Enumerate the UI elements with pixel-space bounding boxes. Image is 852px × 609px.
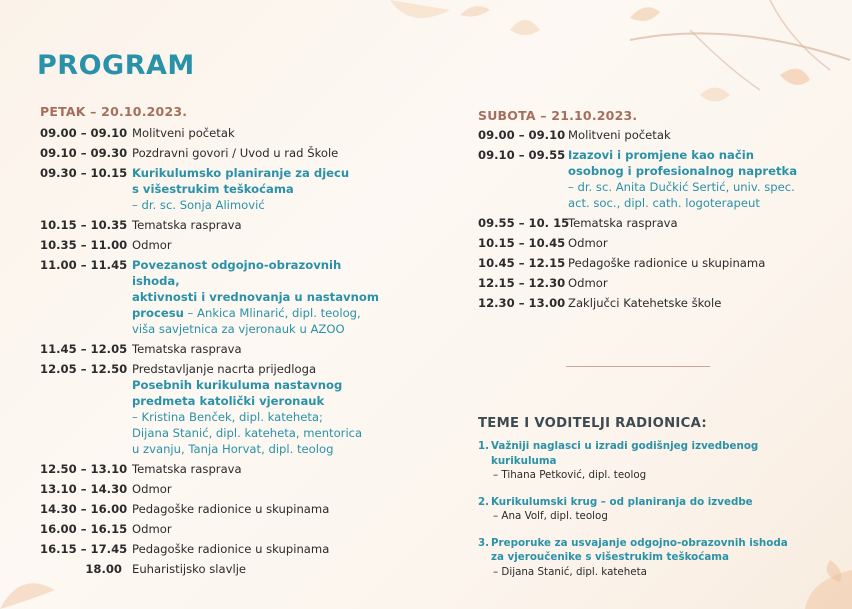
lecture-title: Kurikulumsko planiranje za djecu	[132, 166, 350, 180]
workshop-title: Važniji naglasci u izradi godišnjeg izvedbenog kurikuluma	[491, 440, 759, 467]
session-title: Odmor	[132, 482, 172, 496]
schedule-row	[478, 255, 818, 271]
time-slot: 10.35 – 11.00	[40, 238, 128, 252]
time-slot: 13.10 – 14.30	[40, 482, 128, 496]
schedule-row	[478, 235, 818, 251]
time-slot: 09.00 – 09.10	[40, 126, 128, 140]
friday-heading: PETAK – 20.10.2023.	[40, 104, 188, 119]
session-title: Odmor	[568, 276, 608, 290]
time-slot: 09.10 – 09.30	[40, 146, 128, 160]
schedule-row	[40, 165, 380, 213]
session-title: Tematska rasprava	[132, 342, 242, 356]
lecture-speaker: – dr. sc. Anita Dučkić Sertić, univ. spec.	[568, 180, 795, 194]
session-title: Odmor	[132, 522, 172, 536]
lecture-title: procesu	[132, 306, 184, 320]
time-slot: 18.00	[85, 562, 122, 576]
schedule-row	[40, 257, 380, 337]
time-slot: 12.15 – 12.30	[478, 276, 566, 290]
friday-schedule	[40, 125, 380, 577]
time-slot: 16.15 – 17.45	[40, 542, 128, 556]
session-title: Pedagoške radionice u skupinama	[132, 502, 330, 516]
workshop-title: Preporuke za usvajanje odgojno-obrazovnih ishoda	[491, 536, 788, 549]
session-title: Odmor	[568, 236, 608, 250]
schedule-row	[40, 341, 380, 357]
time-slot: 09.55 – 10. 15	[478, 216, 570, 230]
session-title: Pedagoške radionice u skupinama	[568, 256, 766, 270]
lecture-title: s višestrukim teškoćama	[132, 182, 294, 196]
session-title: Zaključci Katehetske škole	[568, 296, 722, 310]
workshop-leader: – Dijana Stanić, dipl. kateheta	[493, 565, 647, 578]
lecture-title: predmeta katolički vjeronauk	[132, 394, 325, 408]
time-slot: 11.45 – 12.05	[40, 342, 128, 356]
time-slot: 12.05 – 12.50	[40, 362, 128, 376]
workshop-leader: – Tihana Petković, dipl. teolog	[493, 469, 647, 481]
schedule-row	[40, 481, 380, 497]
time-slot: 10.15 – 10.45	[478, 236, 566, 250]
workshop-leader: – Ana Volf, dipl. teolog	[493, 510, 608, 522]
workshops-list	[478, 439, 818, 591]
time-slot: 14.30 – 16.00	[40, 502, 128, 516]
workshop-number: 1.	[478, 440, 490, 452]
workshop-number: 2.	[478, 495, 490, 508]
schedule-row	[40, 521, 380, 537]
schedule-row	[478, 215, 818, 231]
page-title: PROGRAM	[37, 50, 195, 81]
lecture-speaker: viša savjetnica za vjeronauk u AZOO	[132, 322, 345, 336]
workshop-number: 3.	[478, 536, 490, 549]
lecture-title: Povezanost odgojno-obrazovnih ishoda,	[132, 258, 342, 288]
schedule-row	[478, 127, 818, 143]
autumn-leaf-top-center	[380, 0, 460, 40]
time-slot: 12.50 – 13.10	[40, 462, 128, 476]
schedule-row	[40, 217, 380, 233]
time-slot: 09.30 – 10.15	[40, 166, 128, 180]
schedule-row	[40, 461, 380, 477]
session-title: Predstavljanje nacrta prijedloga	[132, 362, 317, 376]
session-title: Pozdravni govori / Uvod u rad Škole	[132, 146, 339, 160]
lecture-title: aktivnosti i vrednovanja u nastavnom	[132, 290, 379, 304]
lecture-speaker: – Kristina Benček, dipl. kateheta;	[132, 410, 323, 424]
section-divider	[566, 366, 710, 367]
time-slot: 10.45 – 12.15	[478, 256, 566, 270]
schedule-row	[40, 541, 380, 557]
schedule-row	[40, 561, 380, 577]
session-title: Molitveni početak	[132, 126, 235, 140]
workshop-item	[478, 495, 818, 524]
time-slot: 16.00 – 16.15	[40, 522, 128, 536]
workshop-item	[478, 536, 818, 580]
time-slot: 12.30 – 13.00	[478, 296, 566, 310]
session-title: Tematska rasprava	[132, 218, 242, 232]
saturday-heading: SUBOTA – 21.10.2023.	[478, 108, 638, 123]
session-title: Molitveni početak	[568, 128, 671, 142]
lecture-speaker: Dijana Stanić, dipl. kateheta, mentorica	[132, 426, 363, 440]
session-title: Tematska rasprava	[568, 216, 678, 230]
saturday-schedule	[478, 127, 818, 311]
workshop-item	[478, 439, 818, 483]
schedule-row	[478, 295, 818, 311]
session-title: Odmor	[132, 238, 172, 252]
schedule-row	[40, 501, 380, 517]
autumn-branch-top	[430, 0, 852, 110]
time-slot: 10.15 – 10.35	[40, 218, 128, 232]
schedule-row	[478, 147, 818, 211]
lecture-title: Izazovi i promjene kao način	[568, 148, 754, 162]
session-title: Tematska rasprava	[132, 462, 242, 476]
lecture-speaker: act. soc., dipl. cath. logoterapeut	[568, 196, 760, 210]
schedule-row	[40, 125, 380, 141]
session-title: Pedagoške radionice u skupinama	[132, 542, 330, 556]
lecture-speaker: – Ankica Mlinarić, dipl. teolog,	[183, 306, 361, 320]
lecture-title: Posebnih kurikuluma nastavnog	[132, 378, 343, 392]
workshop-title: za vjeroučenike s višestrukim teškoćama	[491, 551, 729, 563]
workshop-title: Kurikulumski krug – od planiranja do izvedbe	[491, 495, 753, 508]
session-title: Euharistijsko slavlje	[132, 562, 247, 576]
time-slot: 11.00 – 11.45	[40, 258, 128, 272]
lecture-speaker: – dr. sc. Sonja Alimović	[132, 198, 265, 212]
time-slot: 09.00 – 09.10	[478, 128, 566, 142]
schedule-row	[478, 275, 818, 291]
schedule-row	[40, 145, 380, 161]
lecture-speaker: u zvanju, Tanja Horvat, dipl. teolog	[132, 442, 334, 456]
schedule-row	[40, 237, 380, 253]
lecture-title: osobnog i profesionalnog napretka	[568, 164, 798, 178]
time-slot: 09.10 – 09.55	[478, 148, 566, 162]
workshops-heading: TEME I VODITELJI RADIONICA:	[478, 416, 707, 431]
schedule-row	[40, 361, 380, 457]
